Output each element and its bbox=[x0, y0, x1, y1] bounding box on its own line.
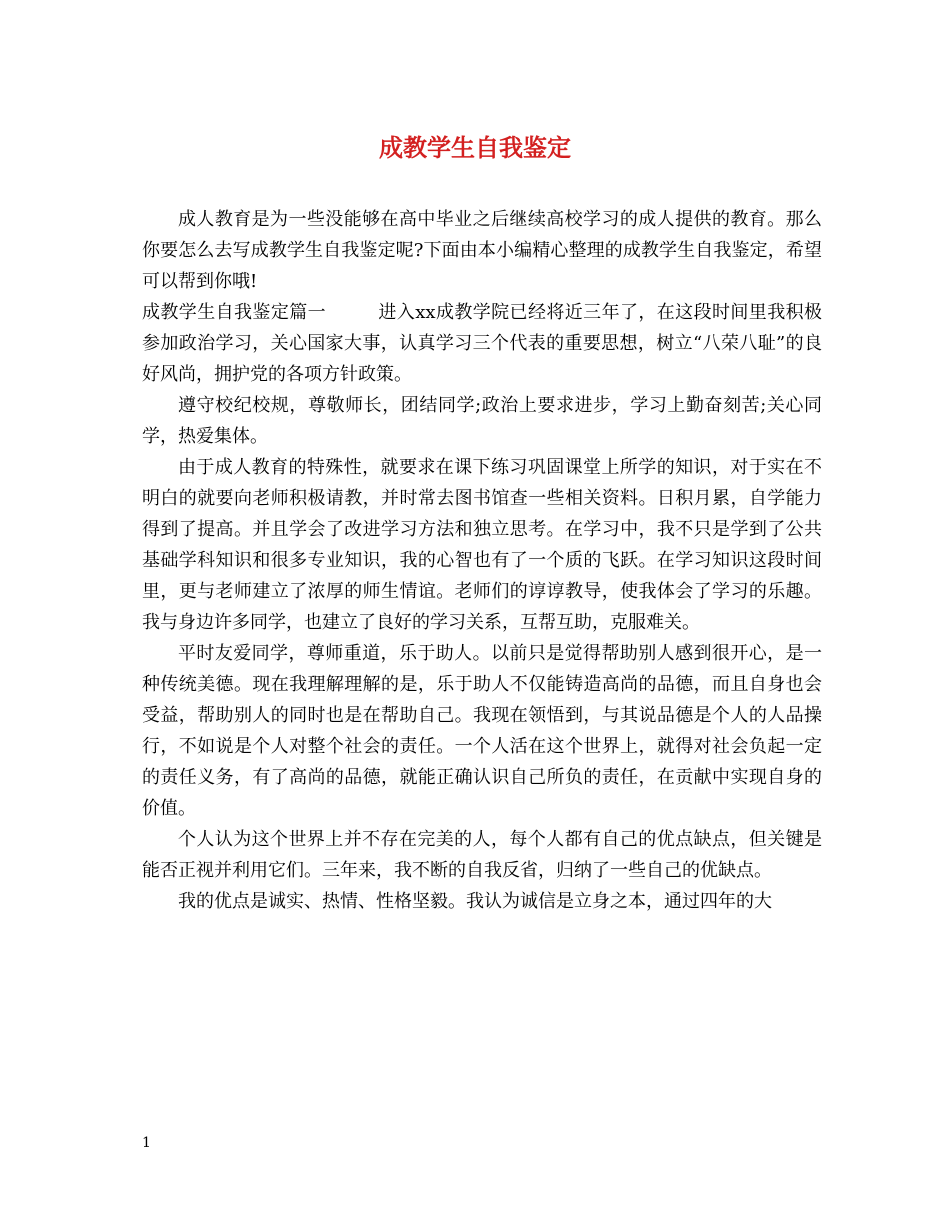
paragraph-self-reflection: 个人认为这个世界上并不存在完美的人，每个人都有自己的优点缺点，但关键是能否正视并利用它们。三年来，我不断的自我反省，归纳了一些自己的优缺点。 bbox=[142, 829, 822, 881]
paragraph-study: 由于成人教育的特殊性，就要求在课下练习巩固课堂上所学的知识，对于实在不明白的就要向老师积极请教，并时常去图书馆查一些相关资料。日积月累，自学能力得到了提高。并且学会了改进学习方法和独立思考。在学习中，我不只是学到了公共基础学科知识和很多专业知识，我的心智也有了一个质的飞跃。在学习知识这段时间里，更与老师建立了浓厚的师生情谊。老师们的谆谆教导，使我体会了学习的乐趣。我与身边许多同学，也建立了良好的学习关系，互帮互助，克服难关。 bbox=[142, 457, 822, 633]
paragraph-discipline: 遵守校纪校规，尊敬师长，团结同学;政治上要求进步，学习上勤奋刻苦;关心同学，热爱集体。 bbox=[142, 395, 822, 447]
paragraph-intro: 成人教育是为一些没能够在高中毕业之后继续高校学习的成人提供的教育。那么你要怎么去写成教学生自我鉴定呢?下面由本小编精心整理的成教学生自我鉴定，希望可以帮到你哦! bbox=[142, 209, 822, 292]
page-number: 1 bbox=[142, 1135, 151, 1151]
document-title: 成教学生自我鉴定 bbox=[379, 133, 571, 162]
section-text: 进入xx成教学院已经将近三年了，在这段时间里我积极参加政治学习，关心国家大事，认真学习三个代表的重要思想，树立“八荣八耻”的良好风尚，拥护党的各项方针政策。 bbox=[142, 302, 822, 385]
section-heading: 成教学生自我鉴定篇一 bbox=[142, 302, 327, 323]
paragraph-helping: 平时友爱同学，尊师重道，乐于助人。以前只是觉得帮助别人感到很开心，是一种传统美德。现在我理解理解的是，乐于助人不仅能铸造高尚的品德，而且自身也会受益，帮助别人的同时也是在帮助自己。我现在领悟到，与其说品德是个人的人品操行，不如说是个人对整个社会的责任。一个人活在这个世界上，就得对社会负起一定的责任义务，有了高尚的品德，就能正确认识自己所负的责任，在贡献中实现自身的价值。 bbox=[142, 643, 822, 819]
paragraph-strengths: 我的优点是诚实、热情、性格坚毅。我认为诚信是立身之本，通过四年的大 bbox=[178, 891, 772, 912]
document-body bbox=[142, 204, 822, 917]
paragraph-section-one bbox=[142, 297, 822, 390]
